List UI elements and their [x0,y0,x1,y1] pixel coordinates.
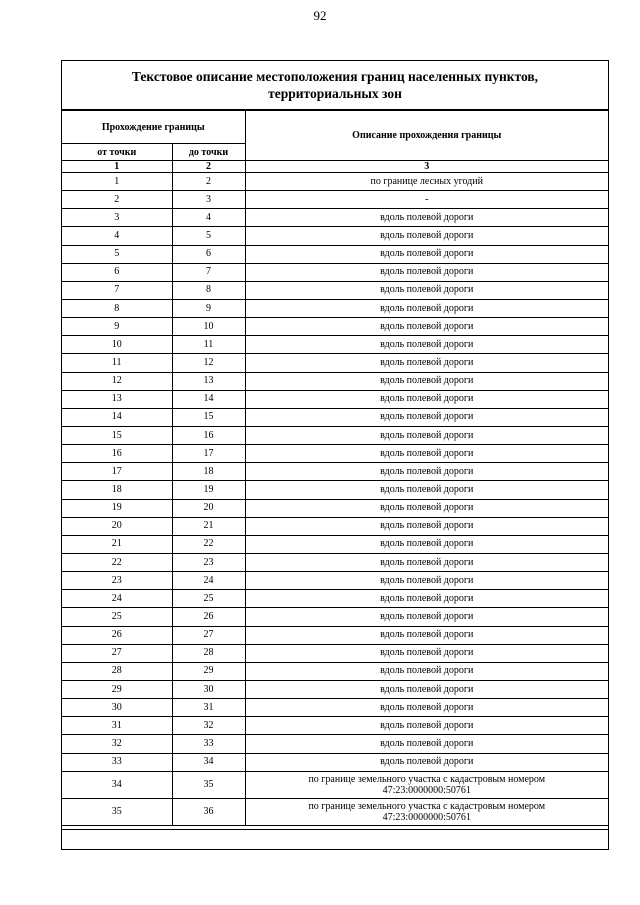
description-cell [245,626,608,644]
to-point-cell: 4 [172,209,245,227]
from-point-cell: 25 [62,608,172,626]
description-text: - [425,193,429,205]
description-cell [245,535,608,553]
table-row [62,626,608,644]
from-point-cell: 3 [62,209,172,227]
from-point-cell: 15 [62,426,172,444]
from-point-cell: 6 [62,263,172,281]
col-number-2: 2 [172,161,245,173]
description-text: по границе лесных угодий [370,175,483,187]
from-point-cell: 23 [62,572,172,590]
to-point-cell: 2 [172,173,245,191]
to-point-cell: 35 [172,771,245,798]
description-cell [245,245,608,263]
description-text: вдоль полевой дороги [380,574,474,586]
description-cell [245,572,608,590]
description-text: вдоль полевой дороги [380,211,474,223]
col-number-1: 1 [62,161,172,173]
description-cell [245,463,608,481]
table-row [62,798,608,825]
title-line-1: Текстовое описание местоположения границ населенных пунктов, [131,69,539,84]
from-point-cell: 10 [62,336,172,354]
to-point-cell: 12 [172,354,245,372]
table-body [62,173,608,826]
table-row [62,354,608,372]
description-text: вдоль полевой дороги [380,465,474,477]
table-row [62,553,608,571]
description-cell [245,390,608,408]
description-text: вдоль полевой дороги [380,683,474,695]
table-row [62,299,608,317]
description-text: вдоль полевой дороги [380,356,474,368]
from-point-cell: 1 [62,173,172,191]
to-point-cell: 15 [172,408,245,426]
table-row [62,735,608,753]
to-point-cell: 30 [172,680,245,698]
table-row [62,499,608,517]
description-cell [245,299,608,317]
to-point-cell: 13 [172,372,245,390]
from-point-cell: 29 [62,680,172,698]
description-cell [245,644,608,662]
from-point-cell: 12 [62,372,172,390]
table-row [62,245,608,263]
table-row [62,281,608,299]
description-text: вдоль полевой дороги [380,429,474,441]
header-passage: Прохождение границы [62,111,245,144]
to-point-cell: 16 [172,426,245,444]
description-cell [245,281,608,299]
to-point-cell: 31 [172,699,245,717]
to-point-cell: 29 [172,662,245,680]
from-point-cell: 17 [62,463,172,481]
from-point-cell: 5 [62,245,172,263]
from-point-cell: 24 [62,590,172,608]
table-row [62,318,608,336]
table-row [62,517,608,535]
from-point-cell: 11 [62,354,172,372]
to-point-cell: 14 [172,390,245,408]
to-point-cell: 27 [172,626,245,644]
table-row [62,463,608,481]
table-row [62,717,608,735]
description-text: вдоль полевой дороги [380,737,474,749]
description-text: по границе земельного участка с кадастровым номером [308,773,546,785]
to-point-cell: 26 [172,608,245,626]
description-cell [245,662,608,680]
title-line-2: территориальных зон [268,86,402,101]
description-cell [245,445,608,463]
description-cell [245,227,608,245]
description-text: вдоль полевой дороги [380,393,474,405]
table-row [62,209,608,227]
table-row [62,753,608,771]
table-row [62,390,608,408]
cadastral-number-text: 47:23:0000000:50761 [382,811,471,823]
description-cell [245,481,608,499]
description-cell [245,209,608,227]
description-text: вдоль полевой дороги [380,629,474,641]
table-row [62,644,608,662]
table-row [62,426,608,444]
description-cell [245,173,608,191]
from-point-cell: 31 [62,717,172,735]
to-point-cell: 17 [172,445,245,463]
to-point-cell: 10 [172,318,245,336]
table-row [62,173,608,191]
description-cell [245,680,608,698]
from-point-cell: 8 [62,299,172,317]
boundary-table [62,110,608,826]
from-point-cell: 16 [62,445,172,463]
from-point-cell: 32 [62,735,172,753]
to-point-cell: 19 [172,481,245,499]
from-point-cell: 26 [62,626,172,644]
description-text: вдоль полевой дороги [380,556,474,568]
description-text: вдоль полевой дороги [380,592,474,604]
table-row [62,699,608,717]
to-point-cell: 18 [172,463,245,481]
description-text: вдоль полевой дороги [380,375,474,387]
to-point-cell: 24 [172,572,245,590]
to-point-cell: 11 [172,336,245,354]
table-row [62,572,608,590]
from-point-cell: 9 [62,318,172,336]
to-point-cell: 22 [172,535,245,553]
description-cell [245,699,608,717]
description-cell [245,771,608,798]
description-text: вдоль полевой дороги [380,520,474,532]
from-point-cell: 4 [62,227,172,245]
to-point-cell: 28 [172,644,245,662]
description-cell [245,426,608,444]
from-point-cell: 14 [62,408,172,426]
table-row [62,408,608,426]
header-description: Описание прохождения границы [245,111,608,161]
description-cell [245,590,608,608]
to-point-cell: 25 [172,590,245,608]
header-to: до точки [172,144,245,161]
from-point-cell: 7 [62,281,172,299]
description-text: вдоль полевой дороги [380,248,474,260]
description-text: вдоль полевой дороги [380,647,474,659]
from-point-cell: 34 [62,771,172,798]
table-row [62,771,608,798]
to-point-cell: 21 [172,517,245,535]
description-cell [245,517,608,535]
description-cell [245,263,608,281]
table-row [62,481,608,499]
description-text: вдоль полевой дороги [380,502,474,514]
to-point-cell: 36 [172,798,245,825]
page-number: 92 [313,8,327,23]
description-text: вдоль полевой дороги [380,302,474,314]
from-point-cell: 30 [62,699,172,717]
description-text: по границе земельного участка с кадастровым номером [308,800,546,812]
header-from: от точки [62,144,172,161]
description-text: вдоль полевой дороги [380,447,474,459]
table-row [62,336,608,354]
description-text: вдоль полевой дороги [380,284,474,296]
to-point-cell: 20 [172,499,245,517]
description-cell [245,553,608,571]
table-row [62,680,608,698]
table-row [62,445,608,463]
description-cell [245,798,608,825]
from-point-cell: 22 [62,553,172,571]
description-cell [245,354,608,372]
table-row [62,191,608,209]
table-row [62,590,608,608]
boundary-table-frame [61,60,609,850]
to-point-cell: 5 [172,227,245,245]
description-cell [245,408,608,426]
table-row [62,263,608,281]
description-cell [245,318,608,336]
description-cell [245,753,608,771]
description-cell [245,499,608,517]
to-point-cell: 3 [172,191,245,209]
description-text: вдоль полевой дороги [380,665,474,677]
description-cell [245,336,608,354]
col-number-3: 3 [245,161,608,173]
description-text: вдоль полевой дороги [380,411,474,423]
from-point-cell: 27 [62,644,172,662]
table-row [62,608,608,626]
table-row [62,227,608,245]
table-row [62,662,608,680]
table-row [62,372,608,390]
description-text: вдоль полевой дороги [380,610,474,622]
to-point-cell: 7 [172,263,245,281]
description-text: вдоль полевой дороги [380,701,474,713]
description-cell [245,372,608,390]
description-text: вдоль полевой дороги [380,338,474,350]
from-point-cell: 19 [62,499,172,517]
description-cell [245,191,608,209]
table-row [62,535,608,553]
to-point-cell: 6 [172,245,245,263]
from-point-cell: 20 [62,517,172,535]
from-point-cell: 33 [62,753,172,771]
from-point-cell: 2 [62,191,172,209]
to-point-cell: 8 [172,281,245,299]
to-point-cell: 32 [172,717,245,735]
table-empty-row [62,829,608,849]
from-point-cell: 28 [62,662,172,680]
table-title [62,61,608,110]
description-text: вдоль полевой дороги [380,229,474,241]
to-point-cell: 33 [172,735,245,753]
to-point-cell: 34 [172,753,245,771]
description-text: вдоль полевой дороги [380,483,474,495]
to-point-cell: 9 [172,299,245,317]
to-point-cell: 23 [172,553,245,571]
description-cell [245,608,608,626]
description-text: вдоль полевой дороги [380,266,474,278]
description-cell [245,717,608,735]
cadastral-number-text: 47:23:0000000:50761 [382,784,471,796]
description-text: вдоль полевой дороги [380,719,474,731]
from-point-cell: 18 [62,481,172,499]
from-point-cell: 13 [62,390,172,408]
from-point-cell: 35 [62,798,172,825]
description-text: вдоль полевой дороги [380,320,474,332]
description-text: вдоль полевой дороги [380,756,474,768]
description-cell [245,735,608,753]
from-point-cell: 21 [62,535,172,553]
description-text: вдоль полевой дороги [380,538,474,550]
